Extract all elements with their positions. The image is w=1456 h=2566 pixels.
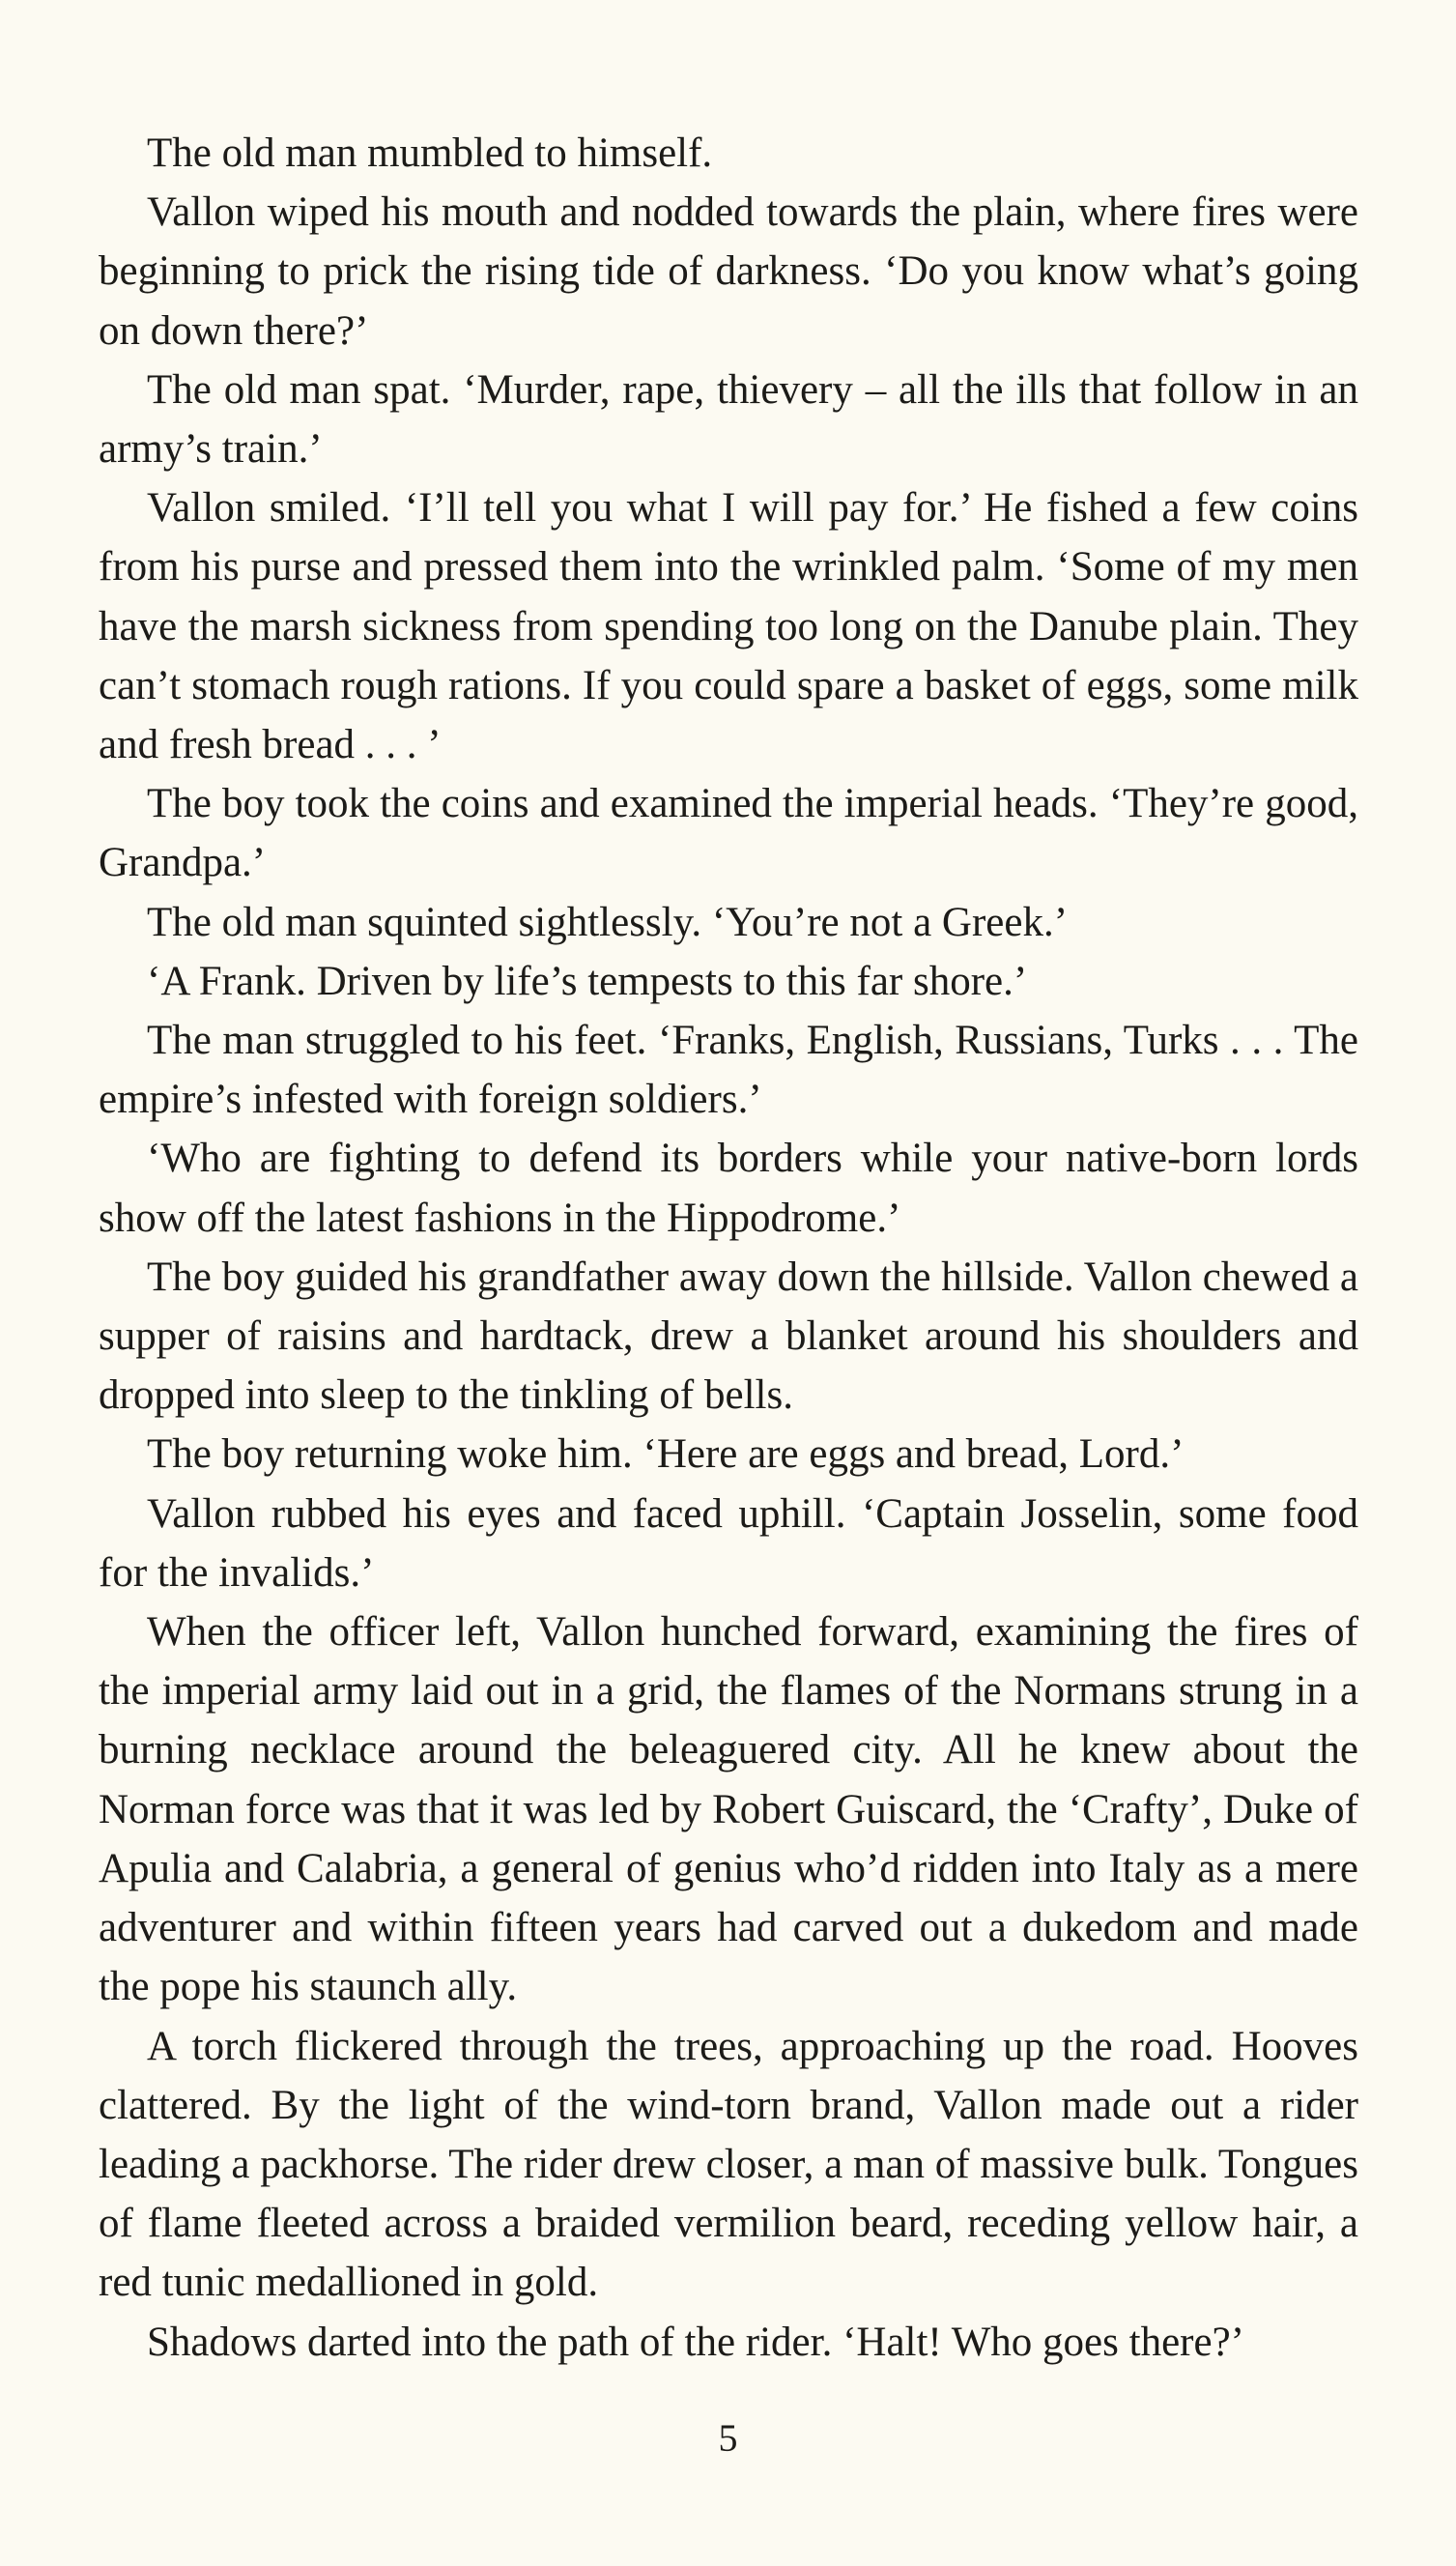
paragraph: A torch flickered through the trees, approaching up the road. Hooves clattered. By the light of the wind-torn brand, Vallon made out a rider leading a packhorse. The rider drew closer, a man of massive bulk. Tongues of flame fleeted across a braided vermilion beard, receding yellow hair, a red tunic medallioned in gold.: [99, 2023, 1358, 2306]
paragraph: Vallon wiped his mouth and nodded towards the plain, where fires were beginning to prick the rising tide of darkness. ‘Do you know what’s going on down there?’: [99, 189, 1358, 354]
paragraph: When the officer left, Vallon hunched forward, examining the fires of the imperial army laid out in a grid, the flames of the Normans strung in a burning necklace around the beleaguered city. All he knew about the Norman force was that it was led by Robert Guiscard, the ‘Crafty’, Duke of Apulia and Calabria, a general of genius who’d ridden into Italy as a mere adventurer and within fifteen years had carved out a dukedom and made the pope his staunch ally.: [99, 1609, 1358, 2010]
paragraph: The boy took the coins and examined the imperial heads. ‘They’re good, Grandpa.’: [99, 781, 1358, 886]
paragraph: The man struggled to his feet. ‘Franks, English, Russians, Turks . . . The empire’s infested with foreign soldiers.’: [99, 1018, 1358, 1123]
paragraph: ‘A Frank. Driven by life’s tempests to this far shore.’: [147, 958, 1028, 1004]
paragraph: The boy guided his grandfather away down the hillside. Vallon chewed a supper of raisins and hardtack, drew a blanket around his shoulders and dropped into sleep to the tinkling of bells.: [99, 1254, 1358, 1419]
paragraph: Vallon smiled. ‘I’ll tell you what I will pay for.’ He fished a few coins from his purse and pressed them into the wrinkled palm. ‘Some of my men have the marsh sickness from spending too long on the Danube plain. They can’t stomach rough rations. If you could spare a basket of eggs, some milk and fresh bread . . . ’: [99, 485, 1358, 768]
paragraph: The old man spat. ‘Murder, rape, thievery – all the ills that follow in an army’s train.’: [99, 366, 1358, 473]
paragraph: The old man mumbled to himself.: [147, 130, 713, 176]
paragraph: The boy returning woke him. ‘Here are eggs and bread, Lord.’: [147, 1431, 1185, 1478]
paragraph: Shadows darted into the path of the rider. ‘Halt! Who goes there?’: [147, 2319, 1244, 2365]
paragraph: ‘Who are fighting to defend its borders while your native-born lords show off the latest fashions in the Hippodrome.’: [99, 1136, 1358, 1241]
page-number: 5: [718, 2416, 738, 2460]
paragraph: Vallon rubbed his eyes and faced uphill. ‘Captain Josselin, some food for the invalids.’: [99, 1490, 1358, 1596]
page-body: [99, 124, 1358, 2372]
paragraph: The old man squinted sightlessly. ‘You’re not a Greek.’: [147, 899, 1069, 945]
